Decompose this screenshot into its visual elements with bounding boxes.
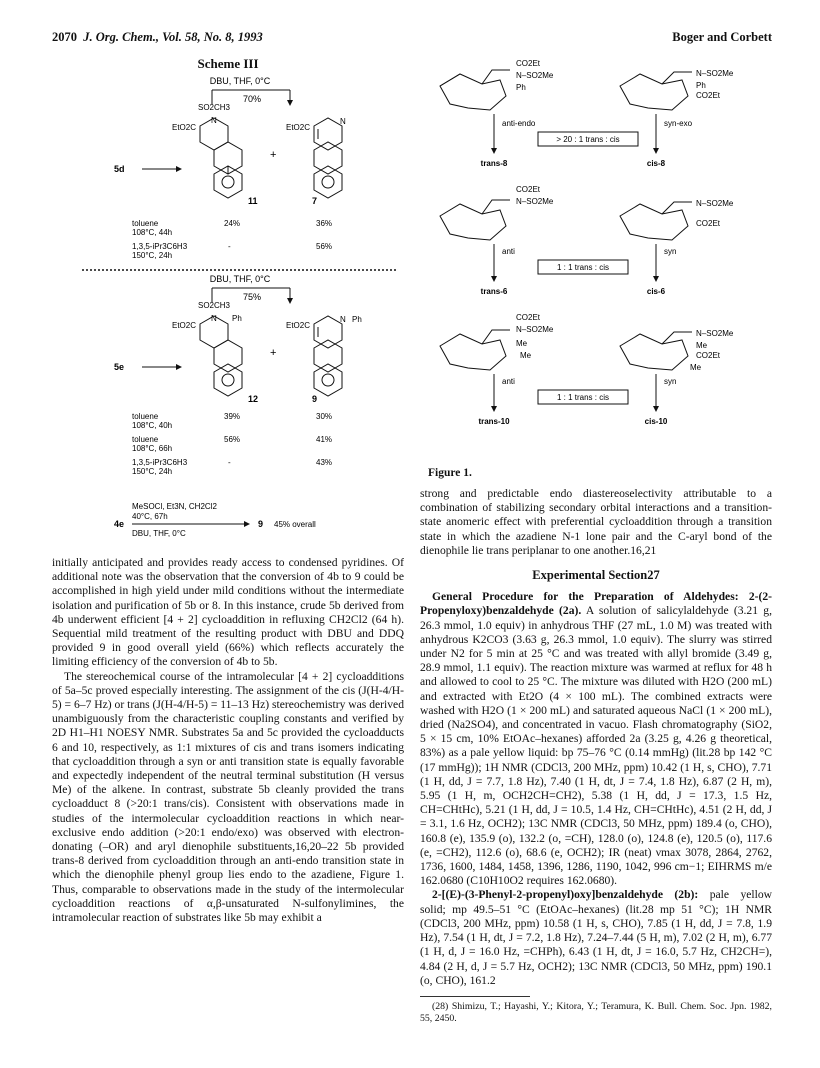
cis-6-sub-n: N–SO2Me — [696, 199, 734, 208]
trans-6-label: trans-6 — [480, 287, 508, 296]
cis-10-sub-co2et: CO2Et — [696, 351, 721, 360]
row3-left-arrow-label: anti — [502, 377, 515, 386]
eto2c-label-bottom-right: EtO2C — [286, 321, 311, 330]
top-condition-arrowhead — [287, 100, 293, 106]
footnote-28: (28) Shimizu, T.; Hayashi, Y.; Kitora, Y.; Teramura, K. Bull. Chem. Soc. Jpn. 1982, 55, 2450. — [420, 1000, 772, 1024]
left-paragraph-1: initially anticipated and provides ready access to condensed pyridines. Of additional note was the observation that the conversion of 4b to 9 could be accomplished in high yield under mild conditions without the intermediate isolation and purification of 5b or 8. In this instance, crude 5b derived from 4b underwent efficient [4 + 2] cycloaddition in refluxing CH2Cl2 (64 h). Sequential mild treatment of the resulting product with DBU and DDQ provided 9 in good overall yield (66%) which reflects accurately the limiting efficiency of the conversion of 4b to 5b. — [52, 556, 404, 669]
scheme-final-step — [52, 499, 404, 547]
left-body-text — [52, 556, 404, 925]
so2ch3-label-bottom: SO2CH3 — [197, 301, 231, 310]
eto2c-label-bottom-left: EtO2C — [172, 321, 197, 330]
trans-10-label: trans-10 — [478, 417, 510, 426]
product-9-structure — [314, 316, 342, 396]
cis-10-structure — [620, 332, 692, 370]
trans-6-structure — [440, 200, 510, 240]
page-number: 2070 — [52, 30, 77, 44]
bottom-row2-cond2: 108°C, 66h — [132, 444, 173, 453]
top-yield: 70% — [242, 94, 262, 104]
fig-row-2 — [440, 185, 734, 296]
final-arrowhead — [244, 521, 250, 527]
row2-right-arrow-label: syn — [664, 247, 677, 256]
plus-bottom: + — [270, 347, 277, 359]
cis-10-label: cis-10 — [644, 417, 668, 426]
substrate-5e: 5e — [114, 362, 125, 372]
figure-caption: Figure 1. — [428, 467, 472, 479]
row1-left-arrow-label: anti-endo — [502, 119, 536, 128]
cis-10-sub-n: N–SO2Me — [696, 329, 734, 338]
trans-6-sub-n: N–SO2Me — [516, 197, 554, 206]
bottom-conditions: DBU, THF, 0°C — [209, 274, 271, 284]
row2-left-arrowhead — [491, 276, 497, 282]
scheme-iii-figure — [52, 74, 404, 494]
scheme-title: Scheme III — [197, 56, 259, 71]
trans-10-structure — [440, 330, 510, 370]
cis-8-label: cis-8 — [646, 159, 666, 168]
bottom-row1-cond1: toluene — [132, 412, 159, 421]
trans-8-label: trans-8 — [480, 159, 508, 168]
trans-8-sub-n: N–SO2Me — [516, 71, 554, 80]
substrate-5d: 5d — [114, 164, 125, 174]
journal-volume: Vol. 58, No. 8, 1993 — [162, 30, 263, 44]
row2-ratio: 1 : 1 trans : cis — [556, 263, 610, 272]
cis-10-sub-me2: Me — [690, 363, 702, 372]
figure-1 — [420, 56, 772, 460]
right-paragraph-2 — [420, 590, 772, 888]
bottom-condition-arrowhead — [287, 298, 293, 304]
right-column — [420, 56, 772, 1025]
trans-10-sub-me2: Me — [520, 351, 532, 360]
left-column — [52, 56, 404, 925]
row2-left-arrow-label: anti — [502, 247, 515, 256]
bottom-yield: 75% — [242, 292, 262, 302]
cis-6-label: cis-6 — [646, 287, 666, 296]
final-cond-above2: 40°C, 67h — [132, 512, 168, 521]
running-header — [52, 30, 772, 48]
bottom-row2-y1: 56% — [224, 435, 241, 444]
final-result: 45% overall — [274, 520, 316, 529]
trans-6-sub-co2et: CO2Et — [516, 185, 541, 194]
header-authors: Boger and Corbett — [672, 30, 772, 44]
ph-label-bottom-left: Ph — [232, 314, 242, 323]
journal-name: J. Org. Chem., — [83, 30, 159, 44]
row3-left-arrowhead — [491, 406, 497, 412]
right-paragraph-3 — [420, 888, 772, 987]
row1-right-arrowhead — [653, 148, 659, 154]
n-label-bottom-left: N — [211, 314, 217, 323]
fig-row-3 — [440, 313, 734, 426]
final-cond-below: DBU, THF, 0°C — [132, 529, 186, 538]
row3-right-arrow-label: syn — [664, 377, 677, 386]
top-row1-y1: 24% — [224, 219, 241, 228]
n-label-bottom-right: N — [340, 315, 346, 324]
final-cond-above1: MeSOCl, Et3N, CH2Cl2 — [132, 502, 217, 511]
eto2c-label-top-left: EtO2C — [172, 123, 197, 132]
experimental-section-title: Experimental Section27 — [532, 568, 660, 583]
row3-ratio: 1 : 1 trans : cis — [556, 393, 610, 402]
n-label-top-right: N — [340, 117, 346, 126]
product-11-number: 11 — [248, 196, 258, 206]
top-row1-y2: 36% — [316, 219, 333, 228]
right-body-text — [420, 487, 772, 1025]
right-paragraph-1: strong and predictable endo diastereoselectivity attributable to a combination of stabilizing secondary orbital interactions and a transition-state anomeric effect with preferential cycloaddition through a transition state in which the azadiene N-1 lone pair and the C-aryl bond of the dienophile lie trans periplanar to one another.16,21 — [420, 487, 772, 557]
bottom-row2-cond1: toluene — [132, 435, 159, 444]
cis-6-sub-co2et: CO2Et — [696, 219, 721, 228]
cis-10-sub-me1: Me — [696, 341, 708, 350]
final-product: 9 — [258, 519, 264, 529]
so2ch3-label-top: SO2CH3 — [197, 103, 231, 112]
eto2c-label-top-right: EtO2C — [286, 123, 311, 132]
header-left — [52, 30, 263, 45]
top-conditions: DBU, THF, 0°C — [209, 76, 271, 86]
ph-label-bottom-right: Ph — [352, 315, 362, 324]
cis-6-structure — [620, 202, 692, 240]
top-row2-cond1: 1,3,5-iPr3C6H3 — [132, 242, 188, 251]
fig-row-1 — [440, 59, 734, 168]
trans-8-structure — [440, 70, 510, 110]
trans-10-sub-me1: Me — [516, 339, 528, 348]
n-label-top-left: N — [211, 116, 217, 125]
bottom-row3-cond2: 150°C, 24h — [132, 467, 173, 476]
bottom-row1-cond2: 108°C, 40h — [132, 421, 173, 430]
bottom-row3-cond1: 1,3,5-iPr3C6H3 — [132, 458, 188, 467]
top-row2-y1: - — [228, 242, 231, 251]
product-12-structure — [200, 316, 242, 396]
row1-left-arrowhead — [491, 148, 497, 154]
trans-10-sub-n: N–SO2Me — [516, 325, 554, 334]
row1-right-arrow-label: syn-exo — [664, 119, 693, 128]
row3-right-arrowhead — [653, 406, 659, 412]
cis-8-sub-co2et: CO2Et — [696, 91, 721, 100]
product-7-number: 7 — [312, 196, 318, 206]
bottom-row3-y2: 43% — [316, 458, 333, 467]
procedure-text-2b: pale yellow solid; mp 49.5–51 °C (EtOAc–hexanes) (lit.28 mp 51 °C); 1H NMR (CDCl3, 200 MHz, ppm) 10.58 (1 H, s, CHO), 7.85 (1 H, dd, J = 7.8, 1.9 Hz), 7.54 (1 H, dt, J = 7.2, 1.8 Hz), 7.24–7.44 (5 H, m), 7.02 (2 H, m), 6.77 (1 H, d, J = 16.0 Hz, =CHPh), 6.43 (1 H, dt, J = 16.0, 5.7 Hz, CH2CH=), 4.84 (2 H, d, J = 5.7 Hz, OCH2); 13C NMR (CDCl3, 50 MHz, ppm) 190.1 (o, CHO), 161.2 — [420, 888, 772, 987]
top-row2-cond2: 150°C, 24h — [132, 251, 173, 260]
procedure-text-2a: A solution of salicylaldehyde (3.21 g, 26.3 mmol, 1.0 equiv) in anhydrous THF (27 mL, 1.0 M) was treated with anhydrous K2CO3 (3.63 g, 26.3 mmol, 1.0 equiv). The slurry was stirred under N2 for 5 min at 25 °C and was treated with allyl bromide (3.49 g, 28.9 mmol, 1.1 equiv). The reaction mixture was warmed at reflux for 48 h and allowed to cool to 25 °C. The mixture was diluted with H2O (200 mL) and extracted with Et2O (4 × 100 mL). The combined extracts were washed with H2O (1 × 200 mL) and saturated aqueous NaCl (1 × 200 mL), dried (Na2SO4), and concentrated in vacuo. Flash chromatography (SiO2, 5 × 15 cm, 10% EtOAc–hexanes) afforded 2a (3.25 g, 4.26 g theoretical, 83%) as a pale yellow liquid: bp 75–76 °C (0.14 mmHg) (lit.28 bp 142 °C (17 mmHg)); 1H NMR (CDCl3, 200 MHz, ppm) 10.42 (1 H, s, CHO), 7.71 (1 H, dd, J = 7.7, 1.8 Hz), 7.40 (1 H, dt, J = 7.4, 1.8 Hz), 6.87 (2 H, m), 5.95 (1 H, m, OCH2CH=CH2), 5.38 (1 H, dd, J = 17.3, 1.5 Hz, CH=CHtHc), 5.21 (1 H, dd, J = 10.5, 1.4 Hz, CH=CHtHc), 4.51 (2 H, dd, J = 3.1, 1.6 Hz, OCH2); 13C NMR (CDCl3, 50 MHz, ppm) 189.4 (o, CHO), 160.8 (e), 135.9 (o), 132.2 (o, =CH), 128.0 (o), 124.8 (e), 120.5 (o), 117.6 (e, =CH2), 112.6 (o), 68.6 (e, OCH2); IR (neat) νmax 3078, 2864, 2762, 1736, 1600, 1484, 1458, 1396, 1286, 1190, 1042, 996 cm−1; EIHRMS m/e 162.0680 (C10H10O2 requires 162.0680). — [420, 604, 772, 888]
trans-8-sub-ph: Ph — [516, 83, 526, 92]
product-7-structure — [314, 118, 342, 198]
bottom-row1-y1: 39% — [224, 412, 241, 421]
arrow-5e-head — [176, 364, 182, 370]
procedure-title-2b: 2-[(E)-(3-Phenyl-2-propenyl)oxy]benzaldehyde (2b): — [432, 888, 699, 902]
plus-top: + — [270, 149, 277, 161]
top-row2-y2: 56% — [316, 242, 333, 251]
product-9-number: 9 — [312, 394, 318, 404]
footnote-divider — [420, 996, 530, 997]
top-row1-cond2: 108°C, 44h — [132, 228, 173, 237]
row1-ratio: > 20 : 1 trans : cis — [556, 135, 620, 144]
left-paragraph-2: The stereochemical course of the intramolecular [4 + 2] cycloadditions of 5a–5c proved especially interesting. The assignment of the cis (J(H-4/H-5) = 6–7 Hz) or trans (J(H-4/H-5) = 11–13 Hz) stereochemistry was derived unambiguously from the characteristic coupling constants and verified by 2D H1–H1 NOESY NMR. Substrates 5a and 5c provided the cycloadducts 6 and 10, respectively, as 1:1 mixtures of cis and trans isomers indicating that cycloaddition through a syn or anti transition state is equally favorable and expectedly independent of the neutral terminal substitution (H versus Me) of the alkene. In contrast, substrate 5b cleanly provided the trans cycloadduct 8 (>20:1 trans/cis). Consistent with observations made in studies of the intermolecular cycloaddition reactions in which near-exclusive endo addition (>20:1 endo/exo) was observed with electron-donating (–OR) and aryl dienophile substituents,16,20–22 5b provided trans-8 derived from cycloaddition through an anti-endo transition state in which the dienophile phenyl group lies endo to the azadiene, Figure 1. Thus, comparable to observations made in the study of the intermolecular cycloaddition reactions of α,β-unsaturated N-sulfonylimines, the intramolecular reaction of substrates like 5b may exhibit a — [52, 669, 404, 925]
product-12-number: 12 — [248, 394, 259, 404]
cis-8-sub-ph: Ph — [696, 81, 706, 90]
arrow-5d-head — [176, 166, 182, 172]
cis-8-sub-n: N–SO2Me — [696, 69, 734, 78]
cis-8-structure — [620, 72, 692, 110]
product-11-structure — [200, 118, 242, 198]
bottom-row1-y2: 30% — [316, 412, 333, 421]
top-row1-cond1: toluene — [132, 219, 159, 228]
procedure-title-2a: General Procedure for the Preparation of Aldehydes: 2-(2-Propenyloxy)benzaldehyde (2a). — [420, 590, 772, 618]
bottom-row2-y2: 41% — [316, 435, 333, 444]
trans-10-sub-co2et: CO2Et — [516, 313, 541, 322]
trans-8-sub-co2et: CO2Et — [516, 59, 541, 68]
row2-right-arrowhead — [653, 276, 659, 282]
substrate-4e: 4e — [114, 519, 125, 529]
bottom-row3-y1: - — [228, 458, 231, 467]
